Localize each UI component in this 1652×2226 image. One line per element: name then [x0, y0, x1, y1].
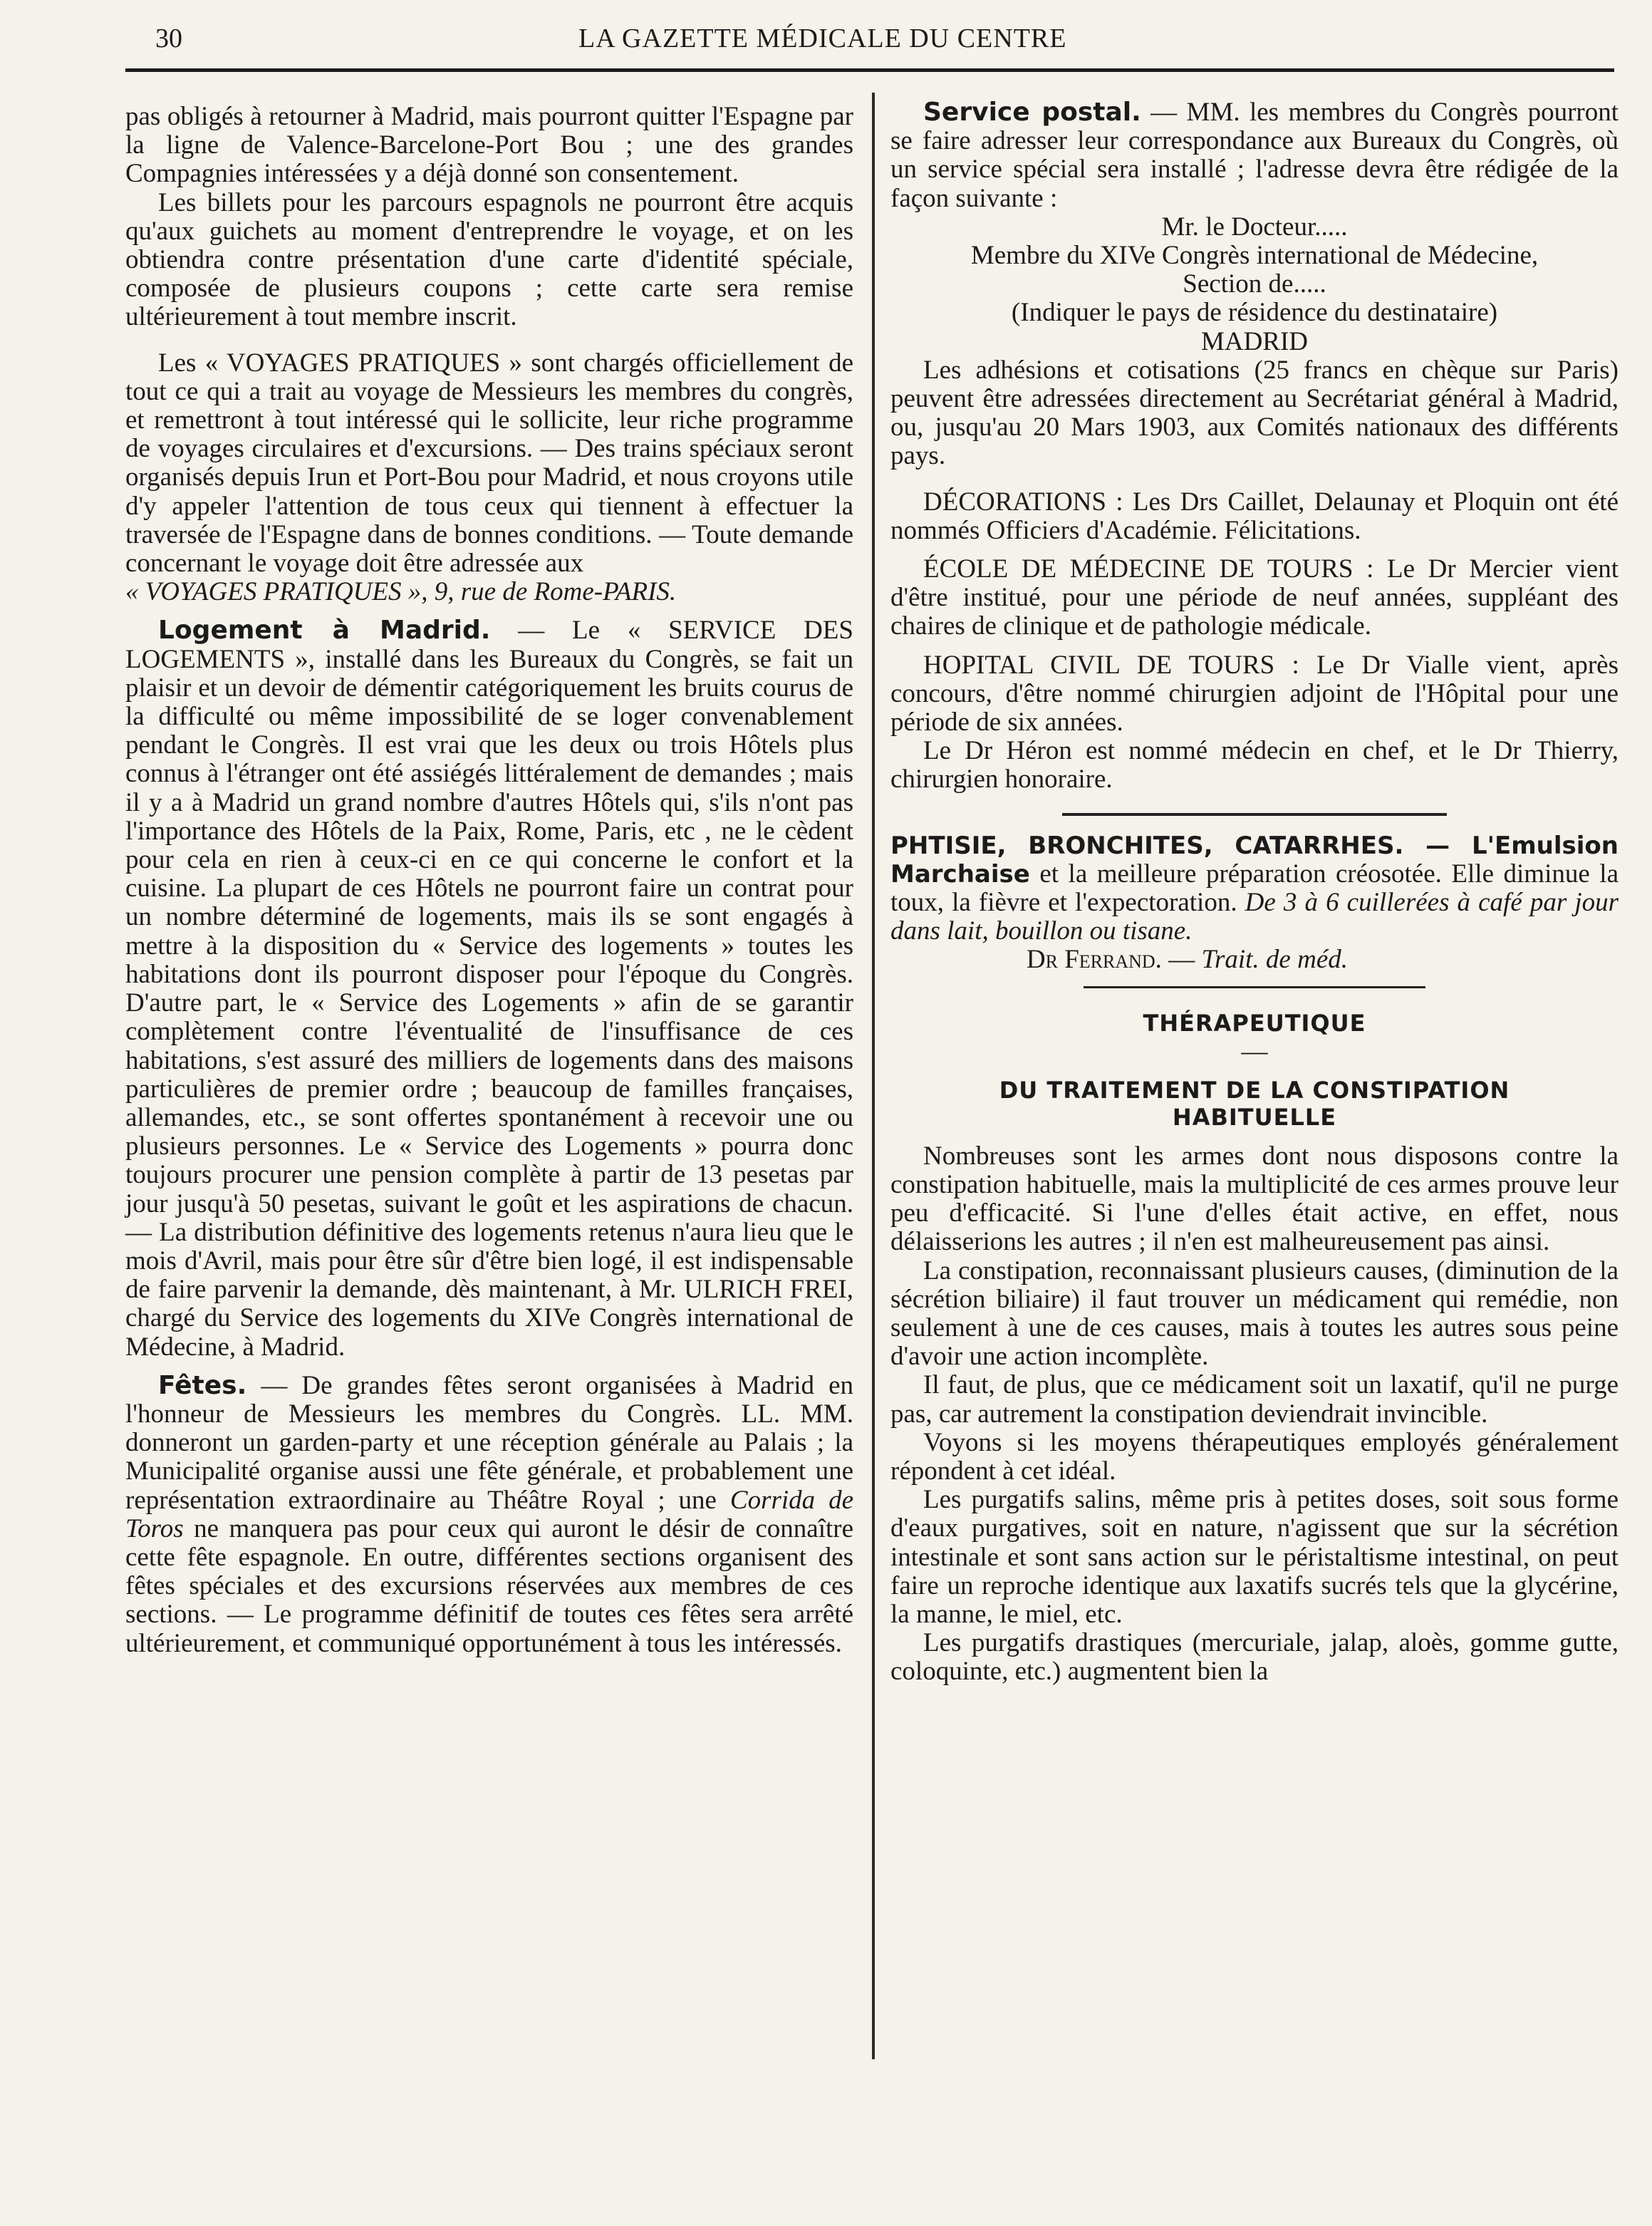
paragraph-ecole: ÉCOLE DE MÉDECINE DE TOURS : Le Dr Mercier vient d'être institué, pour une période de neuf années, suppléant des chaires de clinique et de pathologie médicale.	[890, 554, 1619, 641]
paragraph-heron: Le Dr Héron est nommé médecin en chef, et le Dr Thierry, chirurgien honoraire.	[890, 736, 1619, 794]
logement-text: — Le « SERVICE DES LOGEMENTS », installé dans les Bureaux du Congrès, se fait un plaisir et un devoir de démentir catégoriquement les bruits courus de la difficulté ou même impossibilité de se loger convenablement pendant le Congrès. Il est vrai que les deux ou trois Hôtels plus connus à l'étranger ont été assiégés littéralement de demandes ; mais il y a à Madrid un grand nombre d'autres Hôtels qui, s'ils n'ont pas l'importance des Hôtels de la Paix, Rome, Paris, etc , ne le cèdent pour cela en rien à ceux-ci en ce qui concerne le confort et la cuisine. La plupart de ces Hôtels ne pourront faire un contrat pour un nombre déterminé de logements, mais ils se sont engagés à mettre à la disposition du « Service des logements » toutes les habitations dont ils pourront disposer pour l'époque du Congrès. D'autre part, le « Service des Logements » afin de se garantir complètement contre l'éventualité de l'insuffisance de ces habitations, s'est assuré des milliers de logements dans des maisons particulières de premier ordre ; beaucoup de familles françaises, allemandes, etc., se sont offertes spontanément à recevoir une ou plusieurs personnes. Le « Service des Logements » pourra donc toujours procurer une pension complète à partir de 13 pesetas par jour jusqu'à 50 pesetas, suivant le goût et les aspirations de chacun. — La distribution définitive des logements retenus n'aura lieu que le mois d'Avril, mais pour être sûr d'être bien logé, il est indispensable de faire parvenir la demande, dès maintenant, à Mr. ULRICH FREI, chargé du Service des logements du XIVe Congrès international de Médecine, à Madrid.	[125, 616, 853, 1362]
running-title: LA GAZETTE MÉDICALE DU CENTRE	[578, 24, 1067, 53]
fetes-text-1: — De grandes fêtes seront organisées à Madrid en l'honneur de Messieurs les membres du Congrès. LL. MM. donneront un garden-party et une réception générale au Palais ; la Municipalité organise aussi une fête générale, et probablement une représentation extraordinaire au Théâtre Royal ; une	[125, 1370, 853, 1515]
article-paragraph-1: Nombreuses sont les armes dont nous disposons contre la constipation habituelle, mais la multiplicité de ces armes prouve leur peu d'efficacité. Si l'une d'elles était active, en effet, nous délaisserions les autres ; il n'en est malheureusement pas ainsi.	[890, 1141, 1619, 1257]
column-divider	[872, 93, 875, 2059]
ad-signature-source: Trait. de méd.	[1201, 945, 1348, 975]
advertisement	[890, 832, 1619, 946]
paragraph-hopital: HOPITAL CIVIL DE TOURS : Le Dr Vialle vient, après concours, d'être nommé chirurgien adjoint de l'Hôpital pour une période de six années.	[890, 650, 1619, 737]
section-rule	[1062, 813, 1447, 816]
ad-signature: Dr Ferrand. — Trait. de méd.	[1026, 945, 1348, 975]
address-line-5: MADRID	[1200, 326, 1309, 356]
paragraph-tickets: Les billets pour les parcours espagnols ne pourront être acquis qu'aux guichets au moment d'entreprendre le voyage, et on les obtiendra contre présentation d'une carte d'identité spéciale, composée de plusieurs coupons ; cette carte sera remise ultérieurement à tout membre inscrit.	[125, 187, 853, 332]
paragraph-voyages-pratiques	[125, 349, 853, 607]
ad-signature-name: Dr Ferrand.	[1026, 945, 1162, 975]
article-paragraph-4: Voyons si les moyens thérapeutiques employés généralement répondent à cet idéal.	[890, 1427, 1619, 1486]
address-line-1: Mr. le Docteur.....	[1161, 212, 1348, 242]
logement-heading: Logement à Madrid.	[158, 616, 491, 646]
paragraph-service-postal	[890, 98, 1619, 213]
page-header	[125, 20, 1614, 63]
page-number: 30	[155, 24, 182, 53]
address-line-4: (Indiquer le pays de résidence du destinataire)	[1011, 298, 1498, 328]
fetes-heading: Fêtes.	[158, 1370, 247, 1400]
ad-dosage: De 3 à 6 cuillerées à café par jour dans lait, bouillon ou tisane.	[890, 888, 1619, 946]
postal-text: — MM. les membres du Congrès pourront se faire adresser leur correspondance aux Bureaux du Congrès, où un service spécial sera installé ; l'adresse devra être rédigée de la façon suivante :	[890, 98, 1619, 213]
article-paragraph-6: Les purgatifs drastiques (mercuriale, jalap, aloès, gomme gutte, coloquinte, etc.) augmentent bien la	[890, 1628, 1619, 1687]
voyages-address: « VOYAGES PRATIQUES », 9, rue de Rome-PARIS.	[125, 577, 677, 607]
paragraph-adhesions: Les adhésions et cotisations (25 francs en chèque sur Paris) peuvent être adressées directement au Secrétariat général à Madrid, ou, jusqu'au 20 Mars 1903, aux Comités nationaux des différents pays.	[890, 355, 1619, 471]
title-dash: —	[1241, 1036, 1268, 1066]
address-line-3: Section de.....	[1183, 269, 1326, 299]
voyages-text: Les « VOYAGES PRATIQUES » sont chargés officiellement de tout ce qui a trait au voyage de Messieurs les membres du congrès, et remettront à tout intéressé qui le sollicite, leur riche programme de voyages circulaires et d'excursions. — Des trains spéciaux seront organisés depuis Irun et Port-Bou pour Madrid, et nous croyons utile d'y appeler l'attention de tous ceux qui tiennent à effectuer la traversée de l'Espagne dans de bonnes conditions. — Toute demande concernant le voyage doit être adressée aux	[125, 348, 853, 579]
ad-text: et la meilleure préparation créosotée. Elle diminue la toux, la fièvre et l'expectoration.	[890, 859, 1619, 918]
article-paragraph-2: La constipation, reconnaissant plusieurs causes, (diminution de la sécrétion biliaire) il faut trouver un médicament qui remédie, non seulement à une de ces causes, mais à toutes les autres sous peine d'avoir une action incomplète.	[890, 1256, 1619, 1372]
header-rule	[125, 68, 1614, 72]
right-column	[890, 98, 1619, 1687]
article-paragraph-3: Il faut, de plus, que ce médicament soit un laxatif, qu'il ne purge pas, car autrement la constipation deviendrait invincible.	[890, 1370, 1619, 1429]
paragraph-logement	[125, 616, 853, 1361]
article-paragraph-5: Les purgatifs salins, même pris à petites doses, soit sous forme d'eaux purgatives, soit en nature, n'agissent que sur la sécrétion intestinale et sont sans action sur le péristaltisme intestinal, on peut faire un reproche identique aux laxatifs sucrés tels que la glycérine, la manne, le miel, etc.	[890, 1485, 1619, 1629]
fetes-text-2: ne manquera pas pour ceux qui auront le désir de connaître cette fête espagnole. En outre, différentes sections organisent des fêtes spéciales et des excursions réservées aux membres de ces sections. — Le programme définitif de toutes ces fêtes sera arrêté ultérieurement, et communiqué opportunément à tous les intéressés.	[125, 1513, 853, 1658]
left-column	[125, 103, 853, 1658]
paragraph-fetes	[125, 1372, 853, 1658]
postal-heading: Service postal.	[923, 98, 1141, 127]
paragraph-return-route: pas obligés à retourner à Madrid, mais pourront quitter l'Espagne par la ligne de Valence-Barcelone-Port Bou ; une des grandes Compagnies intéressées y a déjà donné son consentement.	[125, 102, 853, 189]
section-title: THÉRAPEUTIQUE	[1143, 1009, 1366, 1037]
address-line-2: Membre du XIVe Congrès international de Médecine,	[970, 241, 1539, 271]
paragraph-decorations: DÉCORATIONS : Les Drs Caillet, Delaunay et Ploquin ont été nommés Officiers d'Académie. Félicitations.	[890, 487, 1619, 545]
article-title: DU TRAITEMENT DE LA CONSTIPATION HABITUELLE	[999, 1076, 1510, 1131]
fetes-corrida: Corrida de Toros	[125, 1485, 853, 1543]
ad-heading: PHTISIE, BRONCHITES, CATARRHES. — L'Emulsion Marchaise	[890, 831, 1619, 889]
ad-rule	[1084, 986, 1425, 988]
